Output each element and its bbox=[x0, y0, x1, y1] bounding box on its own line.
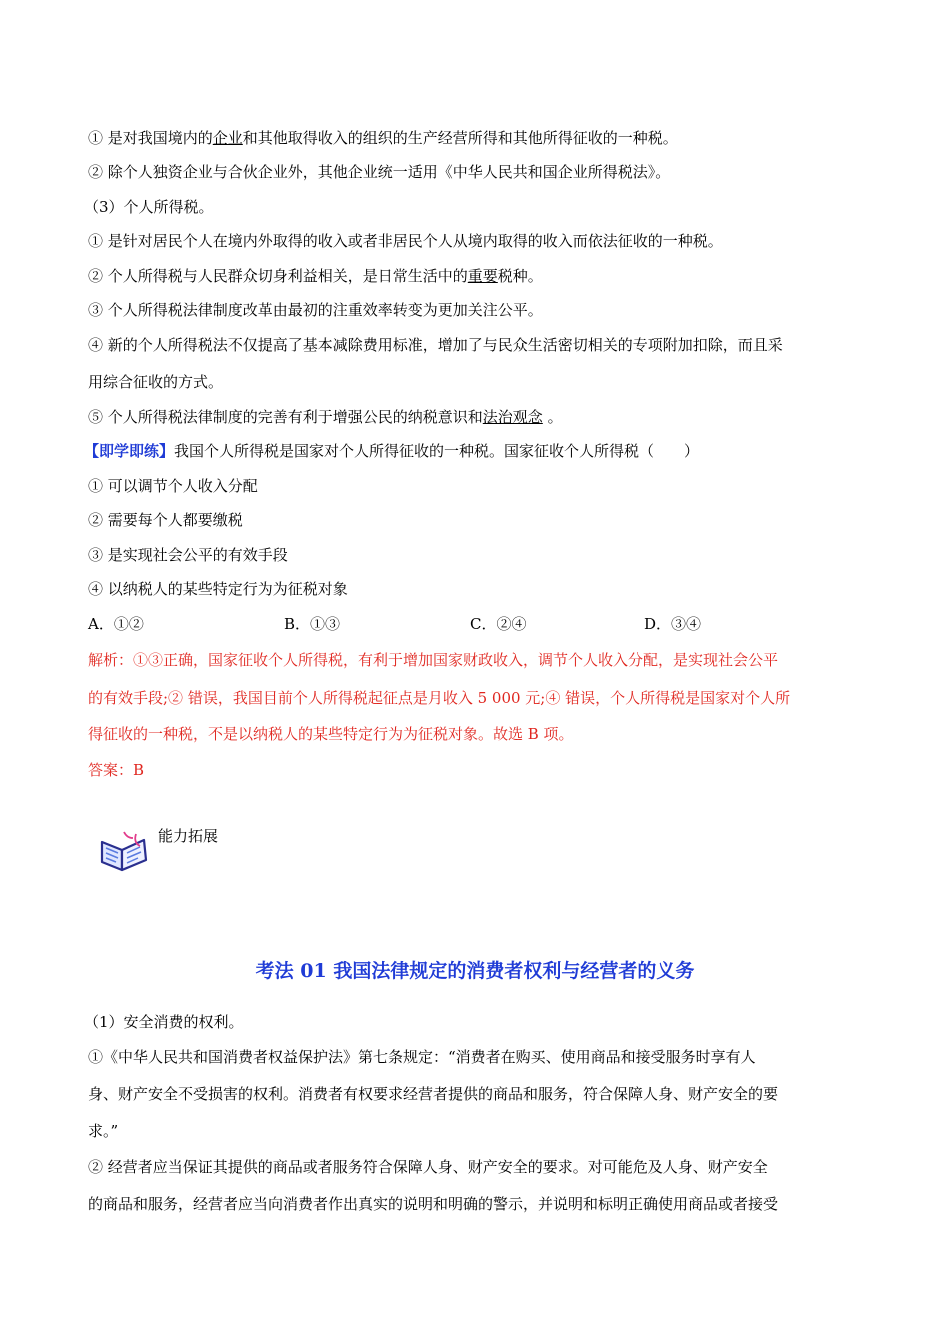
section-paragraph-2-line-3: 求。” bbox=[88, 1122, 119, 1140]
section-paragraph-3-line-2: 的商品和服务，经营者应当向消费者作出真实的说明和明确的警示，并说明和标明正确使用商品或者接受 bbox=[88, 1195, 779, 1213]
analysis-line-2: 的有效手段;② 错误，我国目前个人所得税起征点是月收入 5 000 元;④ 错误，个人所得税是国家对个人所 bbox=[88, 689, 791, 707]
option-c: C．②④ bbox=[470, 615, 527, 633]
book-icon bbox=[98, 828, 150, 872]
section-paragraph-3-line-1: ② 经营者应当保证其提供的商品或者服务符合保障人身、财产安全的要求。对可能危及人身、财产安全 bbox=[88, 1158, 768, 1176]
exercise-statement-1: ① 可以调节个人收入分配 bbox=[88, 477, 258, 495]
personal-tax-item-4-line-1: ④ 新的个人所得税法不仅提高了基本减除费用标准，增加了与民众生活密切相关的专项附加扣除，而且采 bbox=[88, 336, 783, 354]
exercise-tag: 【即学即练】 bbox=[84, 442, 175, 460]
enterprise-tax-item-1: ① 是对我国境内的企业和其他取得收入的组织的生产经营所得和其他所得征收的一种税。 bbox=[88, 129, 678, 147]
option-a: A．①② bbox=[88, 615, 144, 633]
personal-tax-item-3: ③ 个人所得税法律制度改革由最初的注重效率转变为更加关注公平。 bbox=[88, 301, 543, 319]
personal-tax-item-4-line-2: 用综合征收的方式。 bbox=[88, 373, 224, 391]
analysis-line-3: 得征收的一种税，不是以纳税人的某些特定行为为征税对象。故选 B 项。 bbox=[88, 725, 574, 743]
enterprise-tax-item-2: ② 除个人独资企业与合伙企业外，其他企业统一适用《中华人民共和国企业所得税法》。 bbox=[88, 163, 671, 181]
analysis-line-1: 解析：①③正确，国家征收个人所得税，有利于增加国家财政收入，调节个人收入分配，是实现社会公平 bbox=[88, 651, 779, 669]
exercise-statement-2: ② 需要每个人都要缴税 bbox=[88, 511, 243, 529]
personal-tax-title: （3）个人所得税。 bbox=[84, 198, 214, 216]
section-paragraph-1: （1）安全消费的权利。 bbox=[84, 1013, 244, 1031]
section-heading: 考法 01 我国法律规定的消费者权利与经营者的义务 bbox=[255, 960, 695, 982]
personal-tax-item-1: ① 是针对居民个人在境内外取得的收入或者非居民个人从境内取得的收入而依法征收的一种税。 bbox=[88, 232, 723, 250]
section-paragraph-2-line-2: 身、财产安全不受损害的权利。消费者有权要求经营者提供的商品和服务，符合保障人身、财产安全的要 bbox=[88, 1085, 779, 1103]
extension-label: 能力拓展 bbox=[158, 827, 219, 845]
option-d: D．③④ bbox=[644, 615, 702, 633]
exercise-statement-3: ③ 是实现社会公平的有效手段 bbox=[88, 546, 288, 564]
personal-tax-item-5: ⑤ 个人所得税法律制度的完善有利于增强公民的纳税意识和法治观念 。 bbox=[88, 408, 563, 426]
section-paragraph-2-line-1: ①《中华人民共和国消费者权益保护法》第七条规定：“消费者在购买、使用商品和接受服务时享有人 bbox=[88, 1048, 756, 1066]
exercise-question: 【即学即练】我国个人所得税是国家对个人所得征收的一种税。国家征收个人所得税（ ） bbox=[84, 442, 700, 460]
option-b: B．①③ bbox=[284, 615, 341, 633]
exercise-statement-4: ④ 以纳税人的某些特定行为为征税对象 bbox=[88, 580, 348, 598]
personal-tax-item-2: ② 个人所得税与人民群众切身利益相关，是日常生活中的重要税种。 bbox=[88, 267, 543, 285]
answer: 答案：B bbox=[88, 761, 145, 779]
